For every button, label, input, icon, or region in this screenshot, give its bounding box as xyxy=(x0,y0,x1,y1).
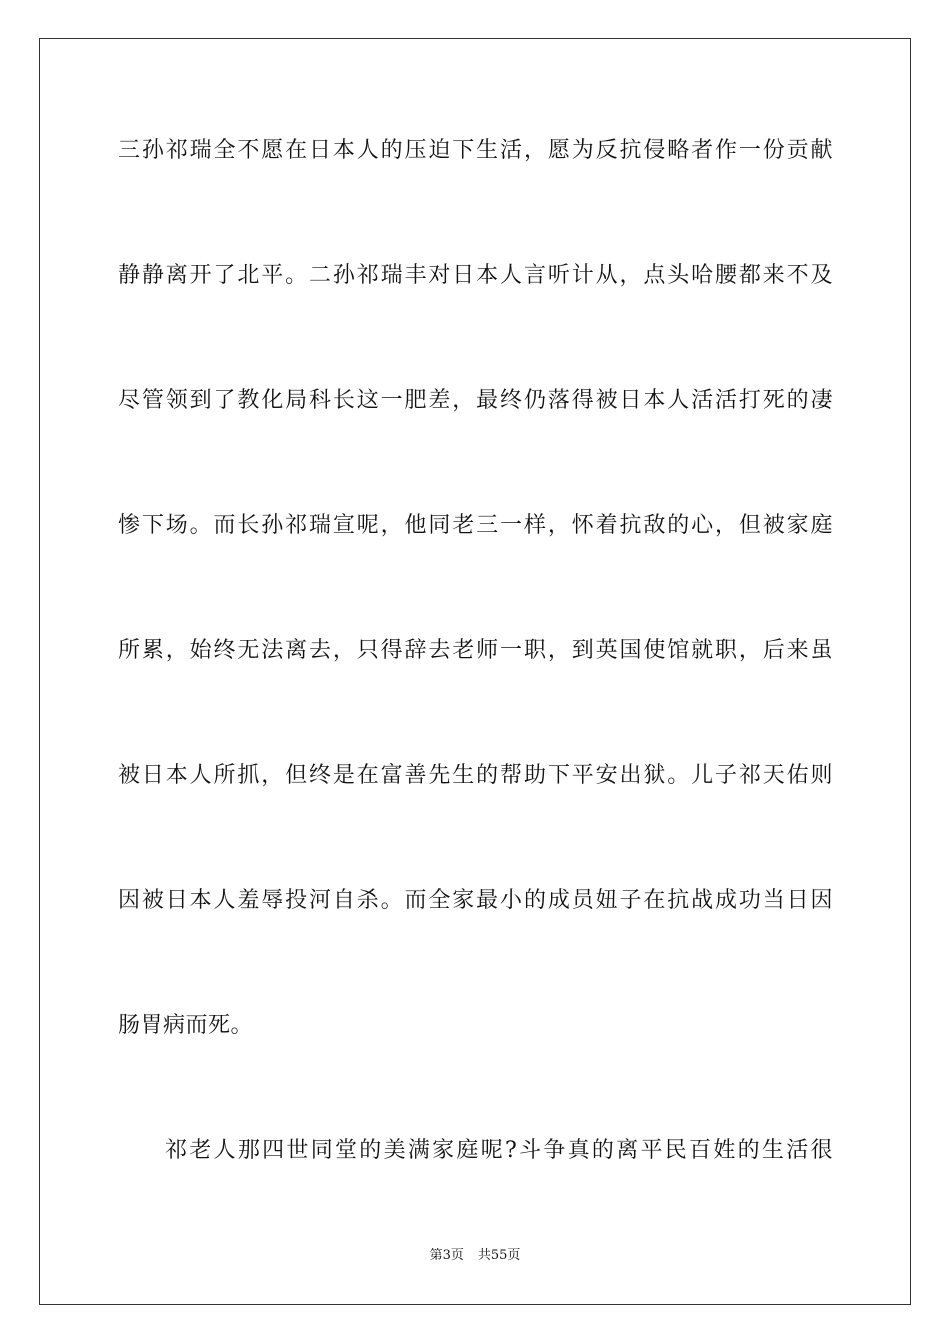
page-border xyxy=(39,38,911,1305)
page-number: 第3页 xyxy=(429,1248,464,1263)
paragraph-line-6: 被日本人所抓，但终是在富善先生的帮助下平安出狱。儿子祁天佑则 xyxy=(118,763,833,788)
paragraph-line-8: 肠胃病而死。 xyxy=(118,1013,254,1038)
paragraph-line-9: 祁老人那四世同堂的美满家庭呢?斗争真的离平民百姓的生活很 xyxy=(165,1138,833,1163)
paragraph-line-4: 惨下场。而长孙祁瑞宣呢，他同老三一样，怀着抗敌的心，但被家庭 xyxy=(118,513,833,538)
paragraph-line-2: 静静离开了北平。二孙祁瑞丰对日本人言听计从，点头哈腰都来不及 xyxy=(118,263,833,288)
page-footer xyxy=(0,1248,950,1264)
page-total: 共55页 xyxy=(477,1248,521,1263)
paragraph-line-5: 所累，始终无法离去，只得辞去老师一职，到英国使馆就职，后来虽 xyxy=(118,638,833,663)
paragraph-line-7: 因被日本人羞辱投河自杀。而全家最小的成员妞子在抗战成功当日因 xyxy=(118,888,833,913)
paragraph-line-1: 三孙祁瑞全不愿在日本人的压迫下生活，愿为反抗侵略者作一份贡献 xyxy=(118,138,833,163)
paragraph-line-3: 尽管领到了教化局科长这一肥差，最终仍落得被日本人活活打死的凄 xyxy=(118,388,833,413)
